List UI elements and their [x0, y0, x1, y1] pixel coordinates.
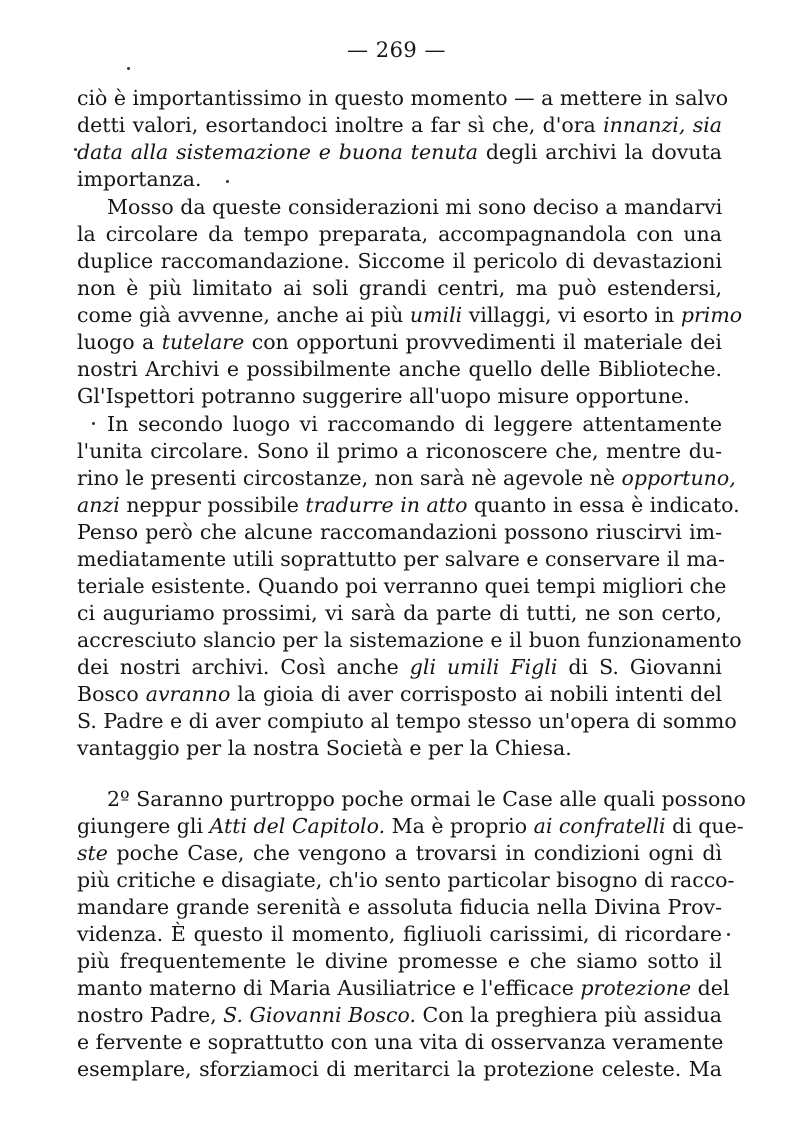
- text-run: non è più limitato ai soli grandi centri, ma può estendersi,: [77, 276, 722, 300]
- text-run: videnza. È questo il momento, figliuoli carissimi, di ricordare: [77, 922, 722, 946]
- text-line: [77, 867, 735, 894]
- italic-run: protezione: [580, 976, 692, 1000]
- italic-run: umili: [409, 303, 463, 327]
- text-line: [77, 681, 722, 708]
- text-run: e fervente e soprattutto con una vita di osservanza veramente: [77, 1030, 724, 1054]
- text-line: [77, 383, 722, 410]
- text-run: di S. Giovanni: [557, 655, 722, 679]
- text-run: luogo a: [77, 330, 162, 354]
- text-line: [107, 786, 746, 813]
- text-run: Gl'Ispettori potranno suggerire all'uopo misure opportune.: [77, 384, 690, 408]
- text-line: [77, 813, 744, 840]
- text-run: rino le presenti circostanze, non sarà nè agevole nè: [77, 466, 622, 490]
- text-line: [77, 1056, 722, 1083]
- text-line: [77, 840, 722, 867]
- italic-run: tradurre in atto: [305, 493, 468, 517]
- text-line: [77, 112, 722, 139]
- text-run: neppur possibile: [119, 493, 306, 517]
- italic-run: innanzi, sia: [603, 113, 723, 137]
- text-run: esemplare, sforziamoci di meritarci la protezione celeste. Ma: [77, 1057, 722, 1081]
- text-run: villaggi, vi esorto in: [462, 303, 681, 327]
- italic-run: anzi: [77, 493, 120, 517]
- text-line: [77, 735, 722, 762]
- text-run: giungere gli: [77, 814, 210, 838]
- text-line: [107, 411, 722, 438]
- text-run: In secondo luogo vi raccomando di leggere attentamente: [107, 412, 722, 436]
- text-line: [77, 894, 722, 921]
- text-line: [77, 166, 722, 193]
- text-run: S. Padre e di aver compiuto al tempo stesso un'opera di sommo: [77, 709, 737, 733]
- text-line: [77, 600, 722, 627]
- text-run: quanto in essa è indicato.: [467, 493, 740, 517]
- text-run: del: [691, 976, 730, 1000]
- italic-run: ai confratelli: [533, 814, 666, 838]
- text-line: [77, 248, 722, 275]
- text-run: più critiche e disagiate, ch'io sento particolar bisogno di racco-: [77, 868, 735, 892]
- text-line: [77, 356, 722, 383]
- text-line: [77, 921, 722, 948]
- text-line: [77, 302, 743, 329]
- text-run: più frequentemente le divine promesse e che siamo sotto il: [77, 949, 722, 973]
- text-run: nostro Padre,: [77, 1003, 224, 1027]
- text-run: Bosco: [77, 682, 146, 706]
- text-line: [77, 492, 740, 519]
- text-run: accresciuto slancio per la sistemazione e il buon funzionamento: [77, 628, 742, 652]
- text-line: [77, 465, 736, 492]
- text-run: vantaggio per la nostra Società e per la Chiesa.: [77, 736, 572, 760]
- text-line: [77, 1002, 722, 1029]
- text-line: [77, 275, 722, 302]
- speck-mark: [127, 67, 130, 70]
- italic-run: gli umili Figli: [409, 655, 558, 679]
- text-line: [77, 221, 722, 248]
- text-run: duplice raccomandazione. Siccome il pericolo di devastazioni: [77, 249, 722, 273]
- italic-run: tutelare: [161, 330, 245, 354]
- text-run: poche Case, che vengono a trovarsi in condizioni ogni dì: [107, 841, 722, 865]
- text-line: [77, 948, 722, 975]
- text-run: mandare grande serenità e assoluta fiducia nella Divina Prov-: [77, 895, 722, 919]
- text-run: nostri Archivi e possibilmente anche quello delle Biblioteche.: [77, 357, 722, 381]
- text-run: ci auguriamo prossimi, vi sarà da parte di tutti, ne son certo,: [77, 601, 722, 625]
- text-run: Con la preghiera più assidua: [416, 1003, 722, 1027]
- text-run: teriale esistente. Quando poi verranno quei tempi migliori che: [77, 574, 727, 598]
- text-line: [77, 1029, 722, 1056]
- italic-run: ste: [77, 841, 108, 865]
- text-line: [107, 194, 722, 221]
- text-run: Penso però che alcune raccomandazioni possono riuscirvi im-: [77, 520, 722, 544]
- text-run: di que-: [665, 814, 744, 838]
- text-line: [77, 975, 730, 1002]
- text-run: con opportuni provvedimenti il materiale dei: [244, 330, 722, 354]
- text-line: [77, 546, 725, 573]
- text-run: 2º Saranno purtroppo poche ormai le Case alle quali possono: [107, 787, 746, 811]
- text-line: [77, 573, 727, 600]
- text-run: importanza.: [77, 167, 202, 191]
- text-run: la gioia di aver corrisposto ai nobili intenti del: [230, 682, 722, 706]
- italic-run: opportuno,: [621, 466, 736, 490]
- page-number: — 269 —: [347, 38, 446, 62]
- italic-run: Atti del Capitolo.: [209, 814, 386, 838]
- italic-run: S. Giovanni Bosco.: [223, 1003, 417, 1027]
- italic-run: avranno: [145, 682, 231, 706]
- italic-run: primo: [680, 303, 743, 327]
- speck-mark: [92, 422, 95, 425]
- italic-run: data alla sistemazione e buona tenuta: [77, 140, 478, 164]
- text-line: [77, 139, 722, 166]
- text-run: Ma è proprio: [385, 814, 534, 838]
- text-line: [77, 627, 742, 654]
- text-run: Mosso da queste considerazioni mi sono deciso a mandarvi: [107, 195, 723, 219]
- text-run: come già avvenne, anche ai più: [77, 303, 410, 327]
- text-run: detti valori, esortandoci inoltre a far sì che, d'ora: [77, 113, 604, 137]
- text-run: manto materno di Maria Ausiliatrice e l'efficace: [77, 976, 581, 1000]
- text-line: [77, 438, 722, 465]
- text-run: l'unita circolare. Sono il primo a riconoscere che, mentre du-: [77, 439, 722, 463]
- text-line: [77, 85, 729, 112]
- text-line: [77, 519, 722, 546]
- text-line: [77, 708, 737, 735]
- text-line: [77, 654, 722, 681]
- text-run: mediatamente utili soprattutto per salvare e conservare il ma-: [77, 547, 725, 571]
- text-run: ciò è importantissimo in questo momento — a mettere in salvo: [77, 86, 729, 110]
- speck-mark: [727, 933, 730, 936]
- text-line: [77, 329, 722, 356]
- text-run: degli archivi la dovuta: [478, 140, 722, 164]
- text-run: la circolare da tempo preparata, accompagnandola con una: [77, 222, 722, 246]
- text-run: dei nostri archivi. Così anche: [77, 655, 410, 679]
